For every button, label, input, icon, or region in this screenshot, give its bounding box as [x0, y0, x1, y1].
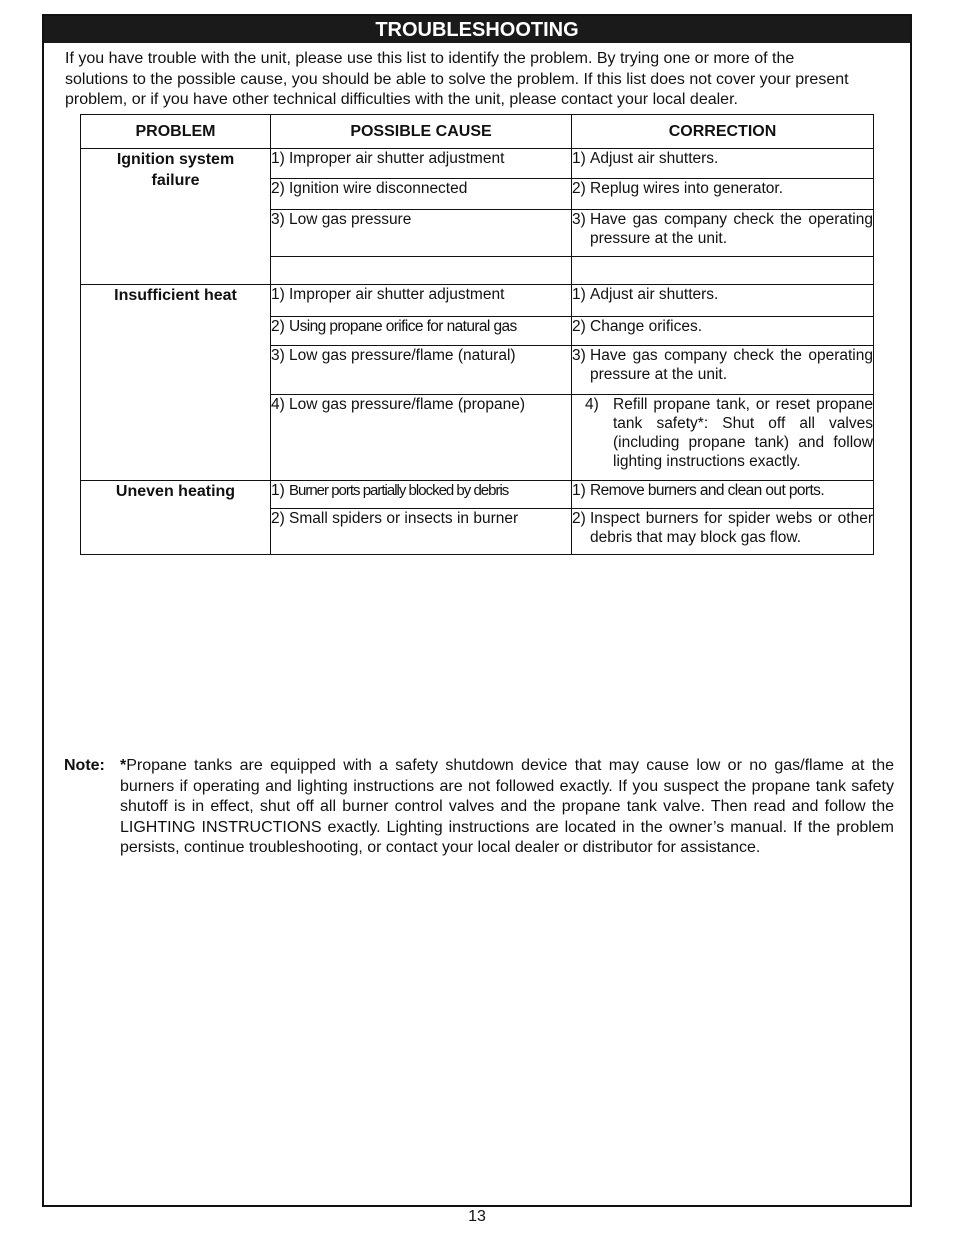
correction-text: Adjust air shutters. — [590, 286, 719, 303]
table-header-row — [81, 115, 874, 149]
cause-cell — [271, 481, 572, 509]
correction-number: 1) — [572, 482, 586, 499]
note-asterisk: * — [120, 757, 127, 774]
correction-cell — [572, 481, 874, 509]
correction-text: Have gas company check the operating pressure at the unit. — [590, 347, 873, 383]
cause-text: Burner ports partially blocked by debris — [289, 482, 509, 499]
correction-number: 2) — [572, 318, 586, 335]
cause-number: 1) — [271, 150, 285, 167]
cause-cell — [271, 346, 572, 395]
table-row — [81, 149, 874, 179]
cause-cell — [271, 149, 572, 179]
correction-text: Inspect burners for spider webs or other debris that may block gas flow. — [590, 510, 873, 546]
page-frame — [42, 14, 912, 1207]
cause-number: 2) — [271, 180, 285, 197]
cause-number: 1) — [271, 286, 285, 303]
cause-text: Low gas pressure — [289, 211, 412, 228]
correction-cell — [572, 346, 874, 395]
cause-number: 1) — [271, 482, 285, 499]
header-problem: PROBLEM — [81, 115, 271, 149]
correction-cell — [572, 210, 874, 257]
problem-insufficient-heat: Insufficient heat — [81, 285, 271, 481]
cause-number: 2) — [271, 318, 285, 335]
cause-cell — [271, 285, 572, 317]
correction-text: Remove burners and clean out ports. — [590, 482, 825, 499]
cause-number: 3) — [271, 347, 285, 364]
correction-text: Change orifices. — [590, 318, 703, 335]
intro-paragraph: If you have trouble with the unit, please use this list to identify the problem. By trying one or more of the solutions to the possible cause, you should be able to solve the problem. If this list does not cover your present problem, or if you have other technical difficulties with the unit, please contact your local dealer. — [65, 50, 849, 108]
correction-text: Replug wires into generator. — [590, 180, 784, 197]
correction-cell — [572, 317, 874, 346]
cause-cell — [271, 395, 572, 481]
empty-cell — [271, 257, 572, 285]
cause-cell — [271, 317, 572, 346]
cause-text: Improper air shutter adjustment — [289, 286, 505, 303]
cause-cell — [271, 179, 572, 210]
problem-ignition — [81, 149, 271, 285]
note-block — [64, 756, 894, 859]
cause-text: Low gas pressure/flame (natural) — [289, 347, 516, 364]
cause-text: Small spiders or insects in burner — [289, 510, 519, 527]
cause-number: 2) — [271, 510, 285, 527]
cause-number: 3) — [271, 211, 285, 228]
correction-cell — [572, 149, 874, 179]
table-row — [81, 481, 874, 509]
table-row — [81, 285, 874, 317]
correction-number: 3) — [572, 211, 586, 228]
cause-text: Low gas pressure/flame (propane) — [289, 396, 526, 413]
section-title: TROUBLESHOOTING — [44, 16, 910, 43]
problem-uneven-heating: Uneven heating — [81, 481, 271, 555]
problem-label: Ignition system failure — [116, 151, 235, 189]
correction-cell — [572, 285, 874, 317]
correction-cell — [572, 395, 874, 481]
cause-text: Improper air shutter adjustment — [289, 150, 505, 167]
cause-text: Ignition wire disconnected — [289, 180, 468, 197]
note-label: Note: — [64, 757, 105, 774]
correction-cell — [572, 179, 874, 210]
correction-cell — [572, 509, 874, 555]
header-correction: CORRECTION — [572, 115, 874, 149]
correction-number: 1) — [572, 150, 586, 167]
header-possible-cause: POSSIBLE CAUSE — [271, 115, 572, 149]
note-body: Propane tanks are equipped with a safety shutdown device that may cause low or no gas/flame at the burners if operating and lighting instructions are not followed exactly. If you suspect the propane tank safety shutoff is in effect, shut off all burner control valves and the propane tank valve. Then read and follow the LIGHTING INSTRUCTIONS exactly. Lighting instructions are located in the owner’s manual. If the problem persists, continue troubleshooting, or contact your local dealer or distributor for assistance. — [120, 757, 894, 856]
correction-text: Adjust air shutters. — [590, 150, 719, 167]
troubleshooting-table — [80, 114, 874, 555]
cause-text: Using propane orifice for natural gas — [289, 318, 517, 335]
page-number: 13 — [468, 1208, 486, 1225]
correction-number: 2) — [572, 180, 586, 197]
empty-cell — [572, 257, 874, 285]
correction-text: Have gas company check the operating pressure at the unit. — [590, 211, 873, 247]
cause-number: 4) — [271, 396, 285, 413]
note-text — [120, 756, 894, 859]
correction-text: Refill propane tank, or reset propane tank safety*: Shut off all valves (including propane tank) and follow lighting instructions exactly. — [613, 396, 873, 470]
cause-cell — [271, 509, 572, 555]
correction-number: 4) — [585, 396, 599, 413]
cause-cell — [271, 210, 572, 257]
correction-number: 2) — [572, 510, 586, 527]
correction-number: 3) — [572, 347, 586, 364]
correction-number: 1) — [572, 286, 586, 303]
